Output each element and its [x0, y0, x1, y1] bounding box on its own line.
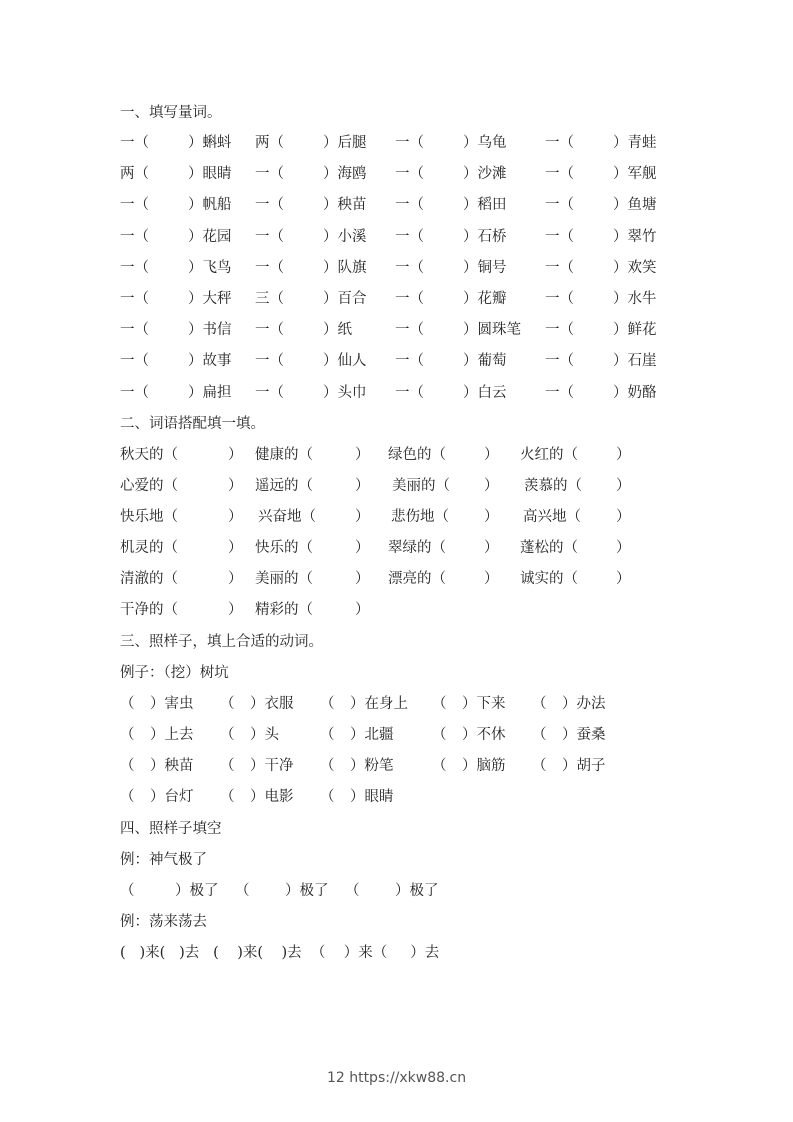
adjective-blank: 机灵的（: [120, 540, 178, 556]
blank-close: ）: [484, 509, 499, 525]
blank-close: ）: [484, 447, 499, 463]
blank-close: ）: [484, 540, 499, 556]
adjective-blank: 诚实的（: [520, 571, 578, 587]
blank-close: ）: [616, 571, 631, 587]
verb-object-label: ）台灯: [150, 789, 194, 805]
verb-blank-open: （: [320, 758, 335, 774]
verb-object-label: ）蚕桑: [562, 727, 606, 743]
verb-blank-open: （: [320, 696, 335, 712]
verb-blank-open: （: [532, 758, 547, 774]
measure-word-blank: 一（: [545, 384, 574, 401]
section1-title: 一、填写量词。: [120, 105, 222, 121]
measure-word-blank: 一（: [395, 291, 424, 307]
noun-label: ）百合: [323, 291, 367, 307]
measure-word-blank: 一（: [255, 384, 284, 401]
adjective-blank: 兴奋地（: [258, 509, 316, 525]
measure-word-blank: 一（: [395, 135, 424, 151]
noun-label: ）乌龟: [463, 135, 507, 151]
noun-label: ）花园: [188, 228, 232, 245]
verb-object-label: ）不休: [462, 727, 506, 743]
measure-word-blank: 一（: [395, 322, 424, 339]
measure-word-blank: 一（: [395, 384, 424, 401]
measure-word-blank: 一（: [120, 322, 149, 339]
blank-close: ）: [484, 478, 499, 494]
adjective-blank: 遥远的（: [255, 478, 313, 494]
verb-blank-open: （: [432, 758, 447, 774]
verb-blank-open: （: [532, 696, 547, 712]
verb-object-label: ）上去: [150, 727, 194, 743]
noun-label: ）奶酪: [613, 384, 657, 401]
noun-label: ）鲜花: [613, 322, 657, 339]
adjective-blank: 秋天的（: [120, 447, 178, 463]
adjective-blank: 漂亮的（: [388, 571, 446, 587]
adjective-blank: 羡慕的（: [524, 478, 582, 494]
jile-blank: （: [345, 883, 360, 899]
verb-blank-open: （: [220, 696, 235, 712]
section3-example: 例子：（挖）树坑: [120, 665, 229, 681]
measure-word-blank: 一（: [120, 135, 149, 151]
jile-blank: （: [120, 883, 135, 899]
noun-label: ）眼睛: [188, 166, 232, 183]
blank-close: ）: [228, 478, 243, 494]
noun-label: ）蝌蚪: [188, 135, 232, 151]
verb-object-label: ）衣服: [250, 696, 294, 712]
verb-object-label: ）脑筋: [462, 758, 506, 774]
measure-word-blank: 一（: [545, 291, 574, 307]
blank-close: ）: [616, 540, 631, 556]
adjective-blank: 翠绿的（: [388, 540, 446, 556]
measure-word-blank: 一（: [545, 135, 574, 151]
noun-label: ）队旗: [323, 259, 367, 276]
noun-label: ）书信: [188, 322, 232, 339]
blank-close: ）: [616, 447, 631, 463]
noun-label: ）故事: [188, 353, 232, 370]
verb-blank-open: （: [120, 789, 135, 805]
verb-object-label: ）秧苗: [150, 758, 194, 774]
blank-close: ）: [484, 571, 499, 587]
measure-word-blank: 两（: [120, 166, 149, 183]
adjective-blank: 悲伤地（: [391, 509, 449, 525]
verb-object-label: ）眼睛: [350, 789, 394, 805]
verb-object-label: ）在身上: [350, 696, 408, 712]
blank-close: ）: [228, 602, 243, 618]
measure-word-blank: 一（: [120, 353, 149, 370]
measure-word-blank: 一（: [395, 228, 424, 245]
blank-close: ）: [355, 478, 370, 494]
noun-label: ）铜号: [463, 259, 507, 276]
verb-object-label: ）办法: [562, 696, 606, 712]
noun-label: ）帆船: [188, 197, 232, 214]
measure-word-blank: 一（: [120, 291, 149, 307]
verb-object-label: ）电影: [250, 789, 294, 805]
adjective-blank: 清澈的（: [120, 571, 178, 587]
noun-label: ）沙滩: [463, 166, 507, 183]
measure-word-blank: 一（: [255, 259, 284, 276]
adjective-blank: 干净的（: [120, 602, 178, 618]
noun-label: ）扁担: [188, 384, 232, 401]
verb-blank-open: （: [320, 789, 335, 805]
noun-label: ）翠竹: [613, 228, 657, 245]
jile-blank: ）极了: [285, 883, 329, 899]
adjective-blank: 美丽的（: [392, 478, 450, 494]
measure-word-blank: 一（: [255, 228, 284, 245]
blank-close: ）: [355, 602, 370, 618]
blank-close: ）: [228, 447, 243, 463]
noun-label: ）欢笑: [613, 259, 657, 276]
blank-close: ）: [355, 571, 370, 587]
blank-close: ）: [355, 447, 370, 463]
blank-close: ）: [355, 540, 370, 556]
verb-blank-open: （: [220, 727, 235, 743]
measure-word-blank: 一（: [255, 166, 284, 183]
noun-label: ）军舰: [613, 166, 657, 183]
measure-word-blank: 一（: [545, 228, 574, 245]
adjective-blank: 心爱的（: [120, 478, 178, 494]
adjective-blank: 高兴地（: [523, 509, 581, 525]
measure-word-blank: 一（: [545, 197, 574, 214]
measure-word-blank: 一（: [545, 353, 574, 370]
adjective-blank: 蓬松的（: [520, 540, 578, 556]
noun-label: ）仙人: [323, 353, 367, 370]
verb-blank-open: （: [120, 758, 135, 774]
verb-blank-open: （: [432, 696, 447, 712]
verb-object-label: ）北疆: [350, 727, 394, 743]
measure-word-blank: 一（: [545, 322, 574, 339]
measure-word-blank: 一（: [395, 353, 424, 370]
noun-label: ）花瓣: [463, 291, 507, 307]
jile-blank: （: [235, 883, 250, 899]
verb-blank-open: （: [120, 727, 135, 743]
adjective-blank: 美丽的（: [255, 571, 313, 587]
adjective-blank: 健康的（: [255, 447, 313, 463]
noun-label: ）白云: [463, 384, 507, 401]
measure-word-blank: 一（: [120, 259, 149, 276]
noun-label: ）石桥: [463, 228, 507, 245]
measure-word-blank: 一（: [255, 197, 284, 214]
noun-label: ）头巾: [323, 384, 367, 401]
measure-word-blank: 一（: [255, 353, 284, 370]
blank-close: ）: [228, 509, 243, 525]
section4-title: 四、照样子填空: [120, 821, 222, 837]
noun-label: ）大秤: [188, 291, 232, 307]
blank-close: ）: [228, 540, 243, 556]
blank-close: ）: [616, 478, 631, 494]
noun-label: ）纸: [323, 322, 352, 339]
verb-blank-open: （: [320, 727, 335, 743]
measure-word-blank: 三（: [255, 291, 284, 307]
page-footer: 12 https://xkw88.cn: [326, 1070, 467, 1086]
verb-blank-open: （: [220, 789, 235, 805]
adjective-blank: 火红的（: [520, 447, 578, 463]
verb-object-label: ）胡子: [562, 758, 606, 774]
measure-word-blank: 一（: [395, 259, 424, 276]
measure-word-blank: 一（: [255, 322, 284, 339]
measure-word-blank: 一（: [395, 197, 424, 214]
measure-word-blank: 一（: [120, 197, 149, 214]
verb-blank-open: （: [220, 758, 235, 774]
noun-label: ）飞鸟: [188, 259, 232, 276]
noun-label: ）秧苗: [323, 197, 367, 214]
adjective-blank: 精彩的（: [255, 602, 313, 618]
adjective-blank: 快乐地（: [120, 509, 178, 525]
measure-word-blank: 一（: [120, 228, 149, 245]
noun-label: ）小溪: [323, 228, 367, 245]
section4-example1: 例：神气极了: [120, 852, 207, 868]
section3-title: 三、照样子，填上合适的动词。: [120, 634, 323, 650]
measure-word-blank: 一（: [545, 259, 574, 276]
verb-blank-open: （: [532, 727, 547, 743]
section4-row2: ( )来( )去 ( )来( )去 （ ）来（ ）去: [120, 945, 440, 961]
noun-label: ）海鸥: [323, 166, 367, 183]
section2-title: 二、词语搭配填一填。: [120, 416, 265, 432]
jile-blank: ）极了: [175, 883, 219, 899]
adjective-blank: 快乐的（: [255, 540, 313, 556]
noun-label: ）葡萄: [463, 353, 507, 370]
section4-example2: 例：荡来荡去: [120, 914, 207, 930]
jile-blank: ）极了: [395, 883, 439, 899]
noun-label: ）圆珠笔: [463, 322, 521, 339]
blank-close: ）: [228, 571, 243, 587]
measure-word-blank: 两（: [255, 135, 284, 151]
measure-word-blank: 一（: [395, 166, 424, 183]
noun-label: ）稻田: [463, 197, 507, 214]
noun-label: ）水牛: [613, 291, 657, 307]
noun-label: ）石崖: [613, 353, 657, 370]
adjective-blank: 绿色的（: [388, 447, 446, 463]
verb-object-label: ）下来: [462, 696, 506, 712]
measure-word-blank: 一（: [120, 384, 149, 401]
verb-object-label: ）粉笔: [350, 758, 394, 774]
verb-object-label: ）头: [250, 727, 279, 743]
noun-label: ）青蛙: [613, 135, 657, 151]
blank-close: ）: [616, 509, 631, 525]
noun-label: ）鱼塘: [613, 197, 657, 214]
verb-blank-open: （: [432, 727, 447, 743]
verb-object-label: ）干净: [250, 758, 294, 774]
measure-word-blank: 一（: [545, 166, 574, 183]
noun-label: ）后腿: [323, 135, 367, 151]
verb-blank-open: （: [120, 696, 135, 712]
blank-close: ）: [355, 509, 370, 525]
verb-object-label: ）害虫: [150, 696, 194, 712]
